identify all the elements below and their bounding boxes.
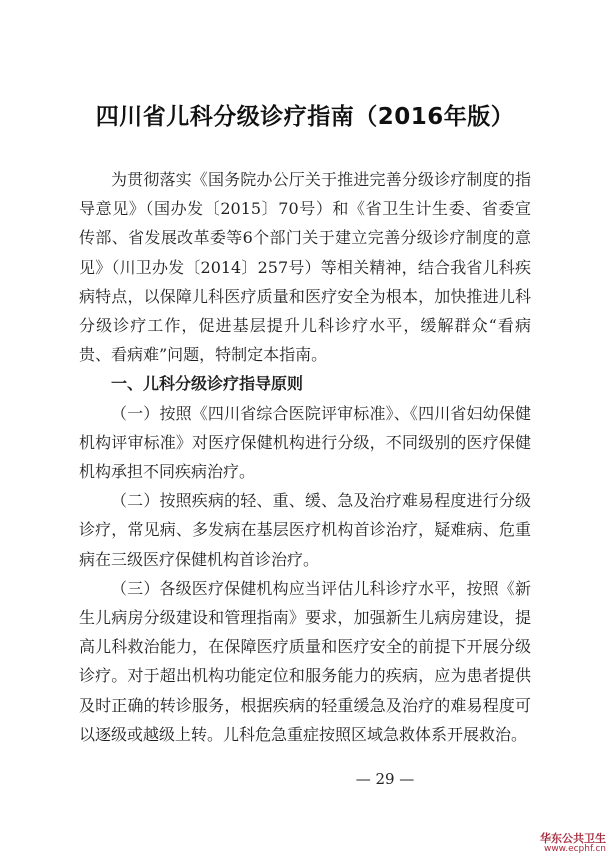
watermark-url: www.ecphf.cn [543, 843, 606, 854]
site-watermark [540, 833, 606, 854]
document-body [79, 165, 531, 749]
paragraph-principle-2: （二）按照疾病的轻、重、缓、急及治疗难易程度进行分级诊疗，常见病、多发病在基层医疗机构首诊治疗，疑难病、危重病在三级医疗保健机构首诊治疗。 [79, 491, 531, 569]
watermark-name: 华东公共卫生 [540, 832, 606, 845]
document-title: 四川省儿科分级诊疗指南（2016年版） [95, 104, 515, 130]
paragraph-principle-3: （三）各级医疗保健机构应当评估儿科诊疗水平，按照《新生儿病房分级建设和管理指南》要求，加强新生儿病房建设，提高儿科救治能力，在保障医疗质量和医疗安全的前提下开展分级诊疗。对于超出机构功能定位和服务能力的疾病，应为患者提供及时正确的转诊服务，根据疾病的轻重缓急及治疗的难易程度可以逐级或越级上转。儿科危急重症按照区域急救体系开展救治。 [79, 578, 531, 744]
page-number: — 29 — [355, 770, 415, 788]
paragraph-principle-1: （一）按照《四川省综合医院评审标准》、《四川省妇幼保健机构评审标准》对医疗保健机构进行分级，不同级别的医疗保健机构承担不同疾病治疗。 [79, 403, 531, 482]
paragraph-intro: 为贯彻落实《国务院办公厅关于推进完善分级诊疗制度的指导意见》（国办发〔2015〕70号）和《省卫生计生委、省委宣传部、省发展改革委等6个部门关于建立完善分级诊疗制度的意见》（川卫办发〔2014〕257号）等相关精神，结合我省儿科疾病特点，以保障儿科医疗质量和医疗安全为根本，加快推进儿科分级诊疗工作，促进基层提升儿科诊疗水平，缓解群众“看病贵、看病难”问题，特制定本指南。 [79, 170, 531, 365]
section-heading: 一、儿科分级诊疗指导原则 [111, 374, 304, 394]
